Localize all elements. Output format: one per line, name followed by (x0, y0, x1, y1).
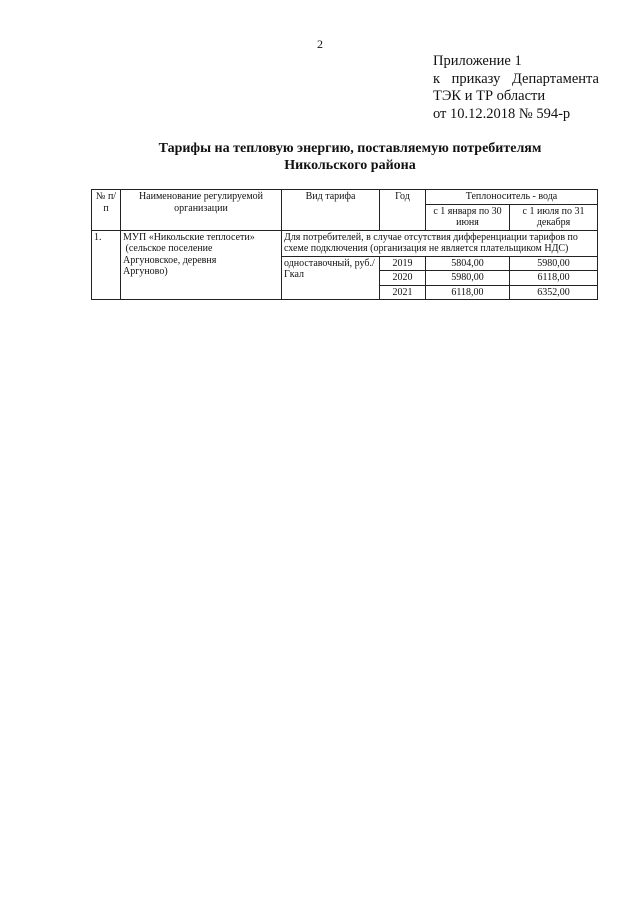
header-period-1: с 1 января по 30 июня (426, 204, 510, 230)
appendix-line: Приложение 1 (433, 53, 522, 69)
title-line: Тарифы на тепловую энергию, поставляемую потребителям (158, 141, 542, 156)
tariff-table (91, 189, 598, 300)
table-row (92, 230, 598, 256)
appendix-line: ТЭК и ТР области (433, 88, 546, 104)
org-line: Аргуново) (123, 266, 168, 277)
title-line: Никольского района (284, 158, 416, 173)
appendix-line: к приказу Департамента (433, 70, 599, 87)
appendix-line: от 10.12.2018 № 594-р (433, 105, 571, 122)
cell-tariff-type: одноставочный, руб./Гкал (282, 256, 380, 300)
cell-value: 5980,00 (510, 256, 598, 271)
cell-value: 6118,00 (426, 285, 510, 300)
cell-num: 1. (92, 230, 121, 300)
header-tariff-type: Вид тарифа (282, 190, 380, 231)
cell-value: 6118,00 (510, 271, 598, 286)
cell-note: Для потребителей, в случае отсутствия дифференциации тарифов по схеме подключения (организация не является плательщиком НДС) (282, 230, 598, 256)
org-line: Аргуновское, деревня (123, 254, 217, 266)
cell-org (121, 230, 282, 300)
appendix-block (433, 53, 599, 123)
cell-value: 5980,00 (426, 271, 510, 286)
header-period-2: с 1 июля по 31 декабря (510, 204, 598, 230)
org-line: (сельское поселение (123, 243, 213, 254)
table-header-row (92, 190, 598, 205)
header-carrier: Теплоноситель - вода (426, 190, 598, 205)
header-org: Наименование регулируемой организации (121, 190, 282, 231)
cell-value: 6352,00 (510, 285, 598, 300)
cell-value: 5804,00 (426, 256, 510, 271)
header-year: Год (380, 190, 426, 231)
header-num: № п/п (92, 190, 121, 231)
cell-year: 2019 (380, 256, 426, 271)
document-title (60, 140, 640, 174)
org-line: МУП «Никольские теплосети» (123, 231, 255, 243)
cell-year: 2021 (380, 285, 426, 300)
cell-year: 2020 (380, 271, 426, 286)
page-number: 2 (317, 37, 323, 51)
